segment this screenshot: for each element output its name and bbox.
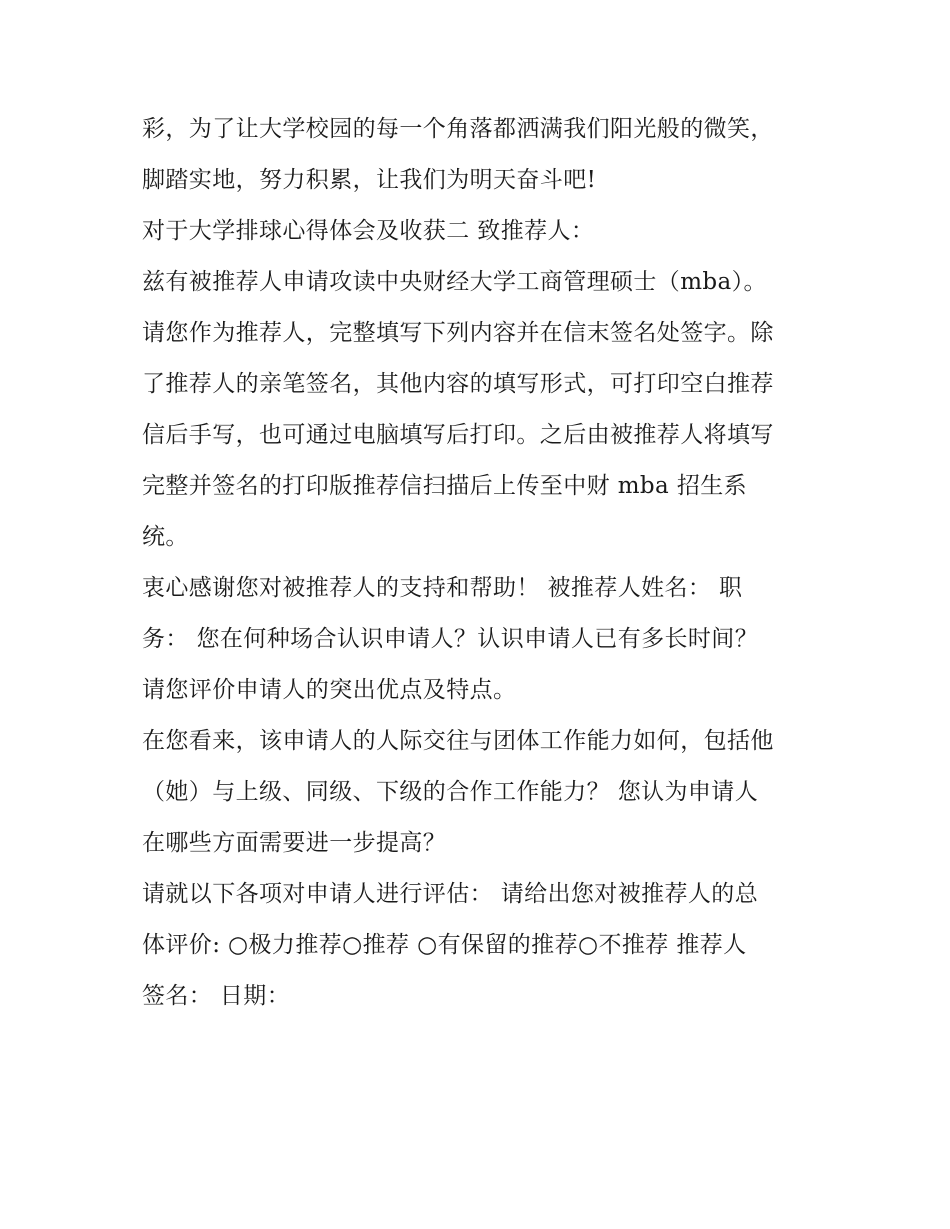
text-line: 衷心感谢您对被推荐人的支持和帮助！ 被推荐人姓名： 职: [142, 575, 743, 601]
text-line: 彩，为了让大学校园的每一个角落都洒满我们阳光般的微笑，: [142, 116, 774, 142]
text-line: 请就以下各项对申请人进行评估： 请给出您对被推荐人的总: [142, 881, 759, 907]
text-line: 签名： 日期：: [142, 983, 291, 1009]
text-line: 请您评价申请人的突出优点及特点。: [142, 677, 517, 703]
text-line: 脚踏实地，努力积累，让我们为明天奋斗吧!: [142, 167, 597, 193]
text-line: 信后手写，也可通过电脑填写后打印。之后由被推荐人将填写: [142, 422, 774, 448]
text-line: 兹有被推荐人申请攻读中央财经大学工商管理硕士（mba）。: [142, 269, 767, 295]
text-line: 在哪些方面需要进一步提高？: [142, 830, 447, 856]
text-line: 了推荐人的亲笔签名，其他内容的填写形式，可打印空白推荐: [142, 371, 774, 397]
text-line: 请您作为推荐人，完整填写下列内容并在信末签名处签字。除: [142, 320, 774, 346]
text-line: （她）与上级、同级、下级的合作工作能力？ 您认为申请人: [142, 779, 759, 805]
text-line: 完整并签名的打印版推荐信扫描后上传至中财 mba 招生系: [142, 473, 748, 499]
text-line: 在您看来，该申请人的人际交往与团体工作能力如何，包括他: [142, 728, 774, 754]
text-line: 务： 您在何种场合认识申请人？认识申请人已有多长时间？: [142, 626, 759, 652]
text-line: 统。: [142, 524, 189, 550]
text-line: 体评价: ○极力推荐○推荐 ○有保留的推荐○不推荐 推荐人: [142, 932, 747, 958]
text-line: 对于大学排球心得体会及收获二 致推荐人：: [142, 218, 595, 244]
